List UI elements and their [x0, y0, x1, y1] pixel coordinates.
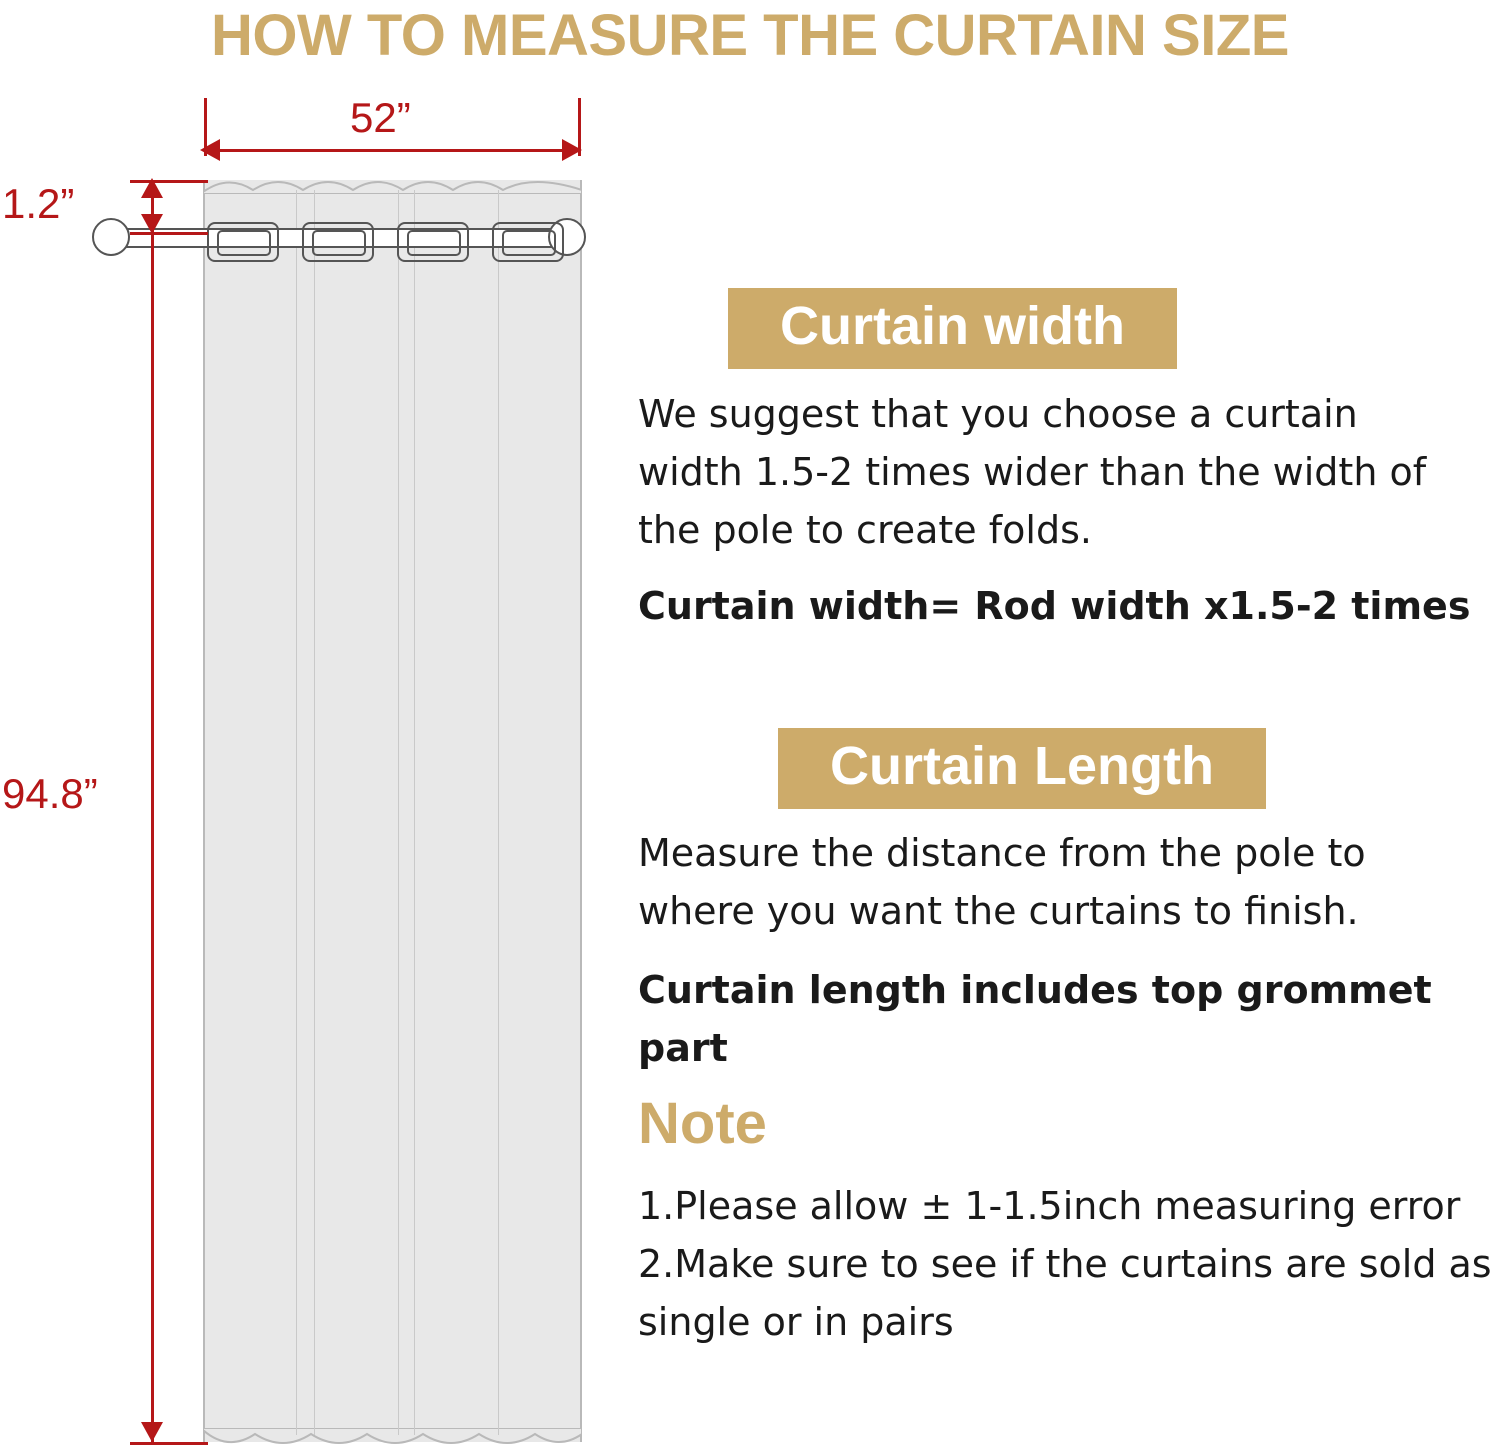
width-dimension-label: 52” [350, 94, 411, 141]
curtain-width-formula: Curtain width= Rod width x1.5-2 times [638, 584, 1471, 628]
curtain-bottom-edge [203, 1428, 582, 1454]
width-arrow-right [562, 139, 582, 161]
grommet [207, 222, 279, 262]
curtain-width-heading [728, 288, 1177, 369]
note-list [638, 1178, 1498, 1351]
width-arrow-left [200, 139, 220, 161]
rod-finial-left [92, 218, 130, 256]
curtain-fold [314, 190, 315, 1435]
length-dimension-line [151, 232, 154, 1442]
length-bottom-tick [130, 1442, 208, 1445]
grommet [492, 222, 564, 262]
note-heading: Note [638, 1091, 767, 1156]
length-dimension-label: 94.8” [2, 770, 98, 817]
width-dimension-line [216, 149, 568, 152]
curtain-width-banner-label: Curtain width [728, 288, 1177, 369]
curtain-fold [414, 190, 415, 1435]
curtain-length-body-text: Measure the distance from the pole to where you want the curtains to finish. [638, 831, 1366, 933]
curtain-top-edge [203, 172, 582, 194]
note-item: 2.Make sure to see if the curtains are sold as single or in pairs [638, 1241, 1492, 1344]
curtain-fold [296, 190, 297, 1435]
note-item: 1.Please allow ± 1-1.5inch measuring error [638, 1184, 1461, 1228]
curtain-fold [398, 190, 399, 1435]
curtain-panel [203, 180, 582, 1442]
curtain-length-formula: Curtain length includes top grommet part [638, 968, 1432, 1070]
curtain-width-body-text: We suggest that you choose a curtain width 1.5-2 times wider than the width of the pole to create folds. [638, 392, 1427, 552]
grommet-arrow-down [141, 214, 163, 234]
instructions-column [628, 0, 1500, 1454]
curtain-fold [498, 190, 499, 1435]
grommet [397, 222, 469, 262]
grommet-arrow-up [141, 178, 163, 198]
curtain-length-banner-label: Curtain Length [778, 728, 1266, 809]
grommet [302, 222, 374, 262]
length-arrow-down [141, 1422, 163, 1442]
curtain-diagram [0, 80, 700, 1454]
curtain-length-heading [778, 728, 1266, 809]
grommet-dimension-label: 1.2” [2, 180, 75, 227]
page-title: HOW TO MEASURE THE CURTAIN SIZE [211, 3, 1289, 68]
